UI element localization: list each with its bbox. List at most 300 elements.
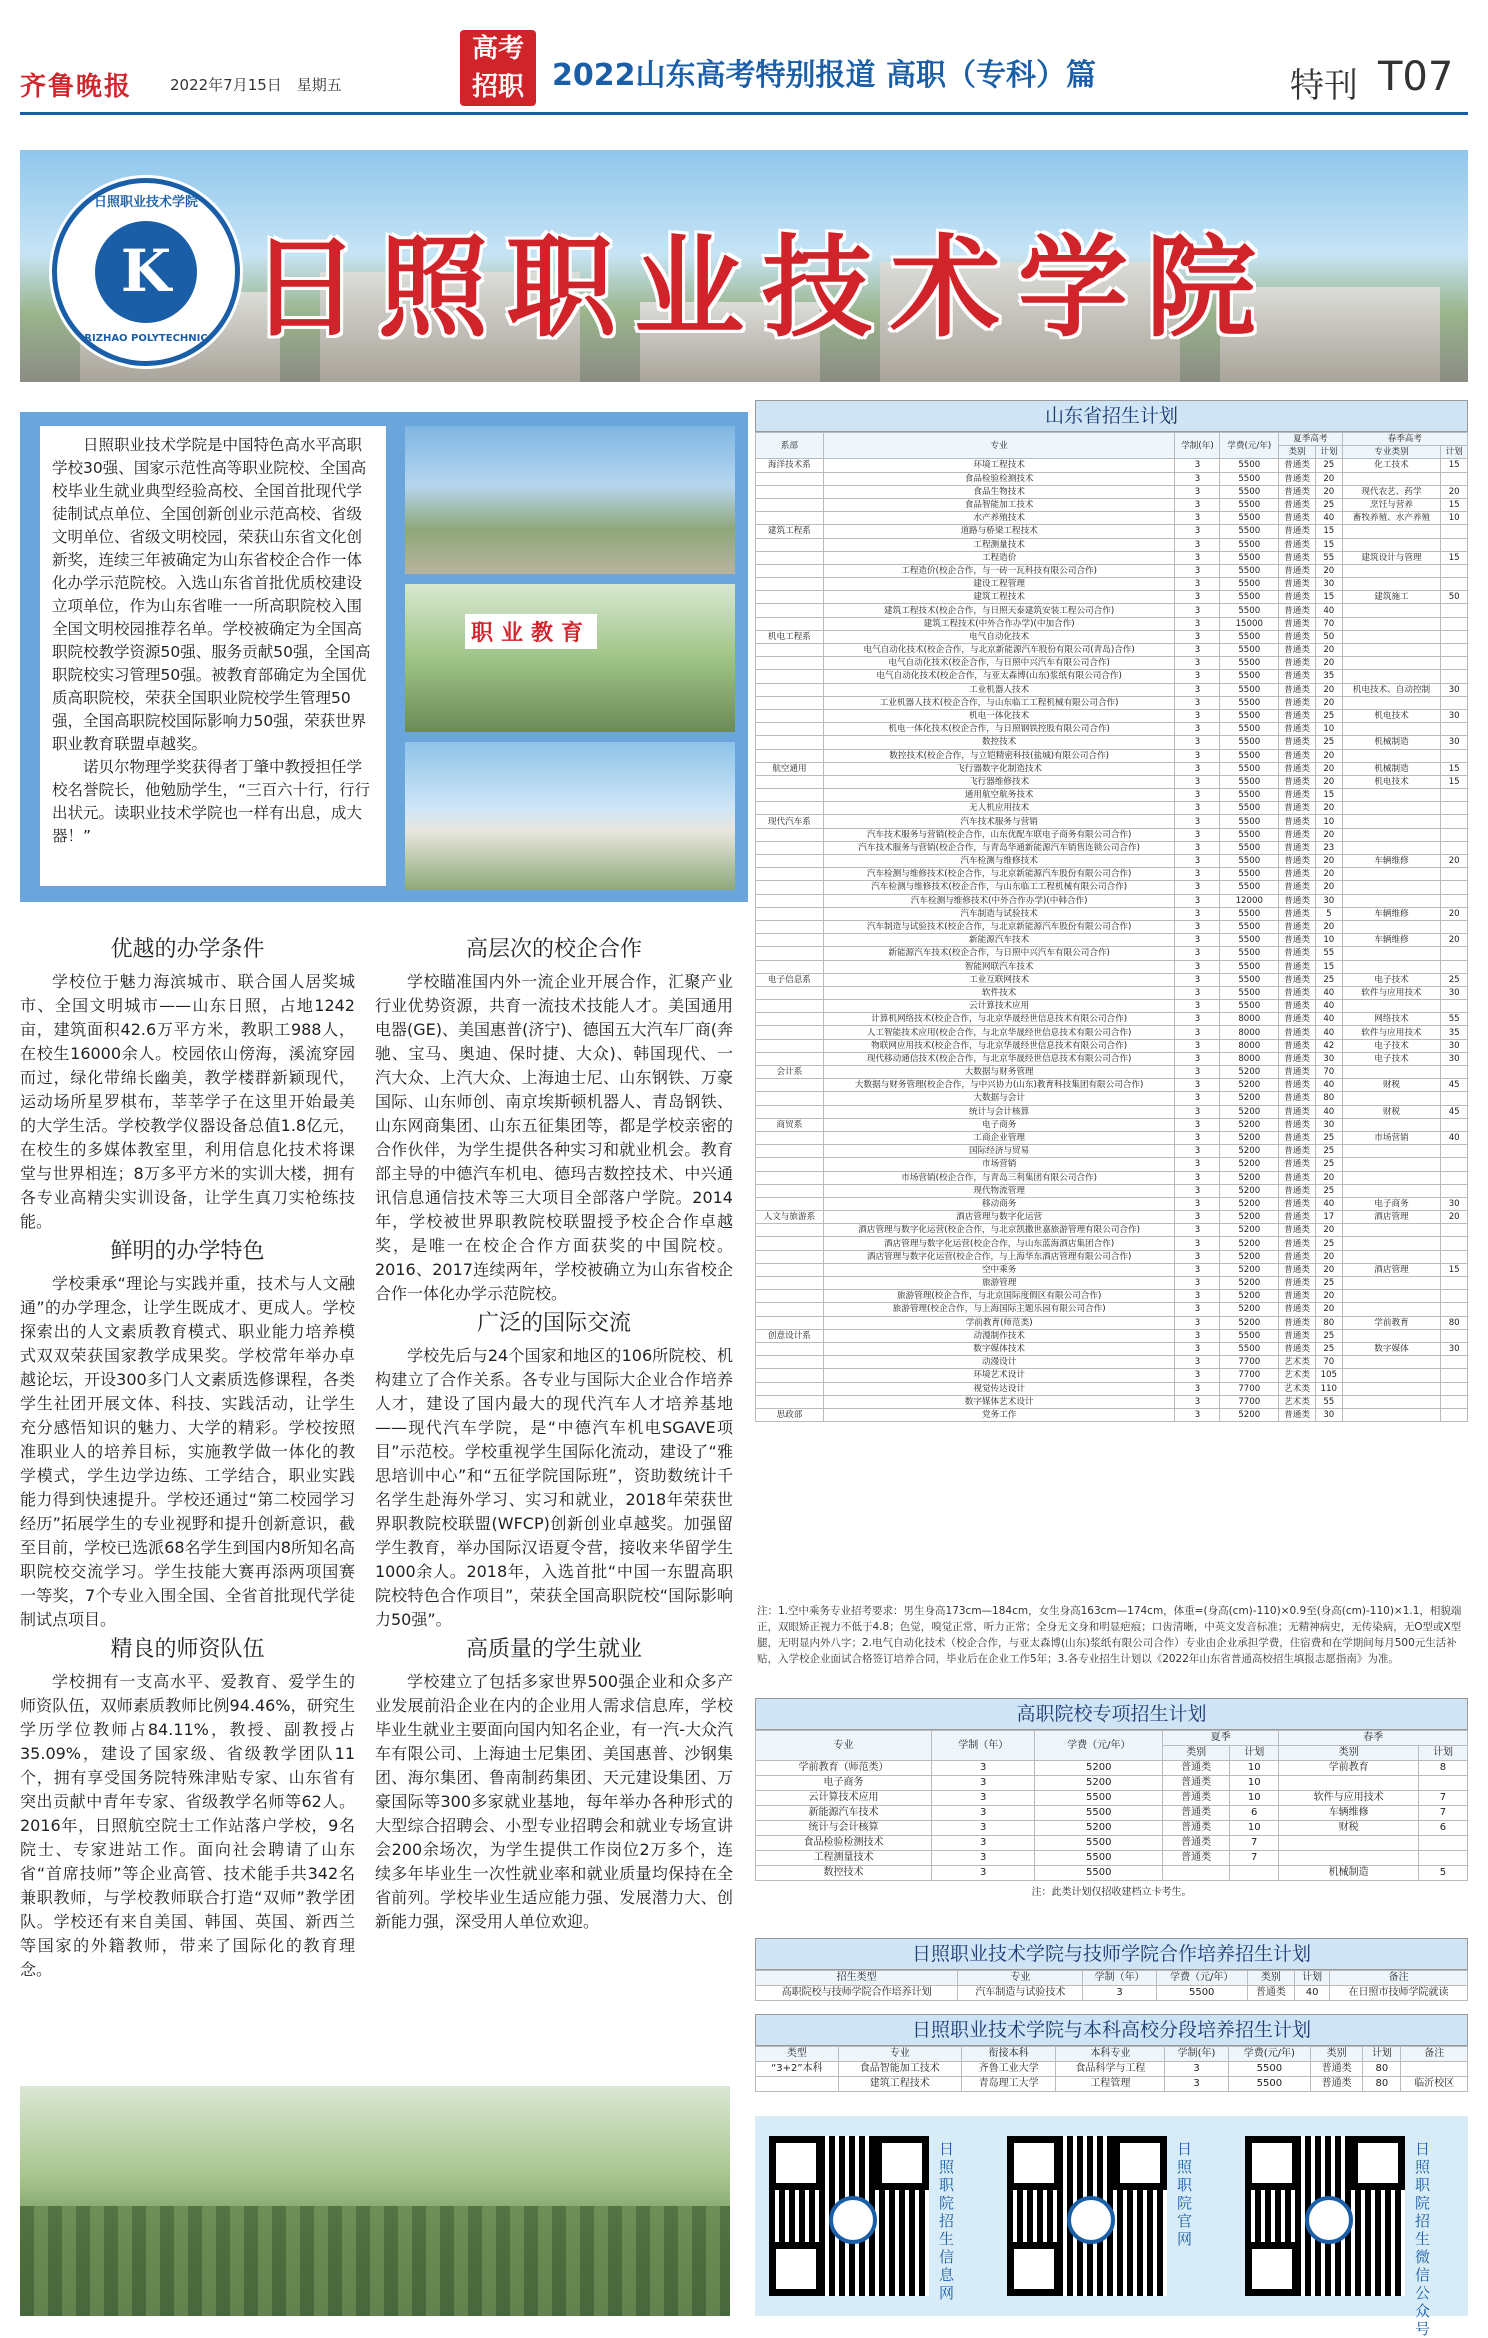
table-cell: 临沂校区 bbox=[1401, 2077, 1468, 2092]
table-cell: 建筑工程技术(中外合作办学)(中加合作) bbox=[823, 617, 1175, 630]
table-row bbox=[756, 1316, 1468, 1329]
table-cell: 30 bbox=[1441, 709, 1468, 722]
table-cell: 艺术类 bbox=[1279, 1395, 1316, 1408]
table-cell: 海洋技术系 bbox=[756, 459, 824, 472]
table-cell: 青岛理工大学 bbox=[961, 2077, 1056, 2092]
table-cell: 普通类 bbox=[1163, 1791, 1230, 1806]
plan-grid: 系部 专业 学制(年) 学费(元/年) 夏季高考 春季高考 类别 计划 专业类别 计划 海洋技术系 环境工程技术 3 5500 普通类 25 化工技术 15 食品检验检测技术 3 5500 普通类 20 食品生物技术 3 5500 普通类 20 现代农艺、药学 20 食品智能加工技术 3 5500 普通类 25 烹饪与营养 15 水产养殖技术 3 5500 普通类 40 畜牧养殖、水产养殖 10 建筑工程系 道路与桥梁工程技术 3 5500 普通类 15 工程测量技术 3 5500 普通类 15 工程造价 3 5500 普通类 55 建筑设计与管理 15 工程造价(校企合作，与一砖一瓦科技有限公司合作) 3 5500 普通类 20 建设工程管理 3 5500 普通类 30 建筑工程技术 3 5500 普通类 15 建筑施工 50 建筑工程技术(校企合作，与日照天泰建筑安装工程公司合作) 3 5500 普通类 40 建筑工程技术(中外合作办学)(中加合作) 3 15000 普通类 70 机电工程系 电气自动化技术 3 5500 普通类 50 电气自动化技术(校企合作，与北京新能源汽车股份有限公司(青岛)合作) 3 5500 普通类 20 电气自动化技术(校企合作，与日照中兴汽车有限公司合作) 3 5500 普通类 20 电气自动化技术(校企合作，与亚太森博(山东)浆纸有限公司合作) 3 5500 普通类 35 工业机器人技术 3 5500 普通类 20 机电技术、自动控制 30 工业机器人技术(校企合作，与山东临工工程机械有限公司合作) 3 5500 普通类 20 机电一体化技术 3 5500 普通类 25 机电技术 30 机电一体化技术(校企合作，与日照钢铁控股有限公司合作) 3 5500 普通类 10 数控技术 3 5500 普通类 25 机械制造 30 数控技术(校企合作，与立铠精密科技(盐城)有限公司合作) 3 5500 普通类 20 航空通用 飞行器数字化制造技术 3 5500 普通类 20 机械制造 15 飞行器维修技术 3 5500 普通类 20 机电技术 15 通用航空航务技术 3 5500 普通类 15 无人机应用技术 3 5500 普通类 20 现代汽车系 汽车技术服务与营销 3 5500 普通类 10 汽车技术服务与营销(校企合作，山东优配车联电子商务有限公司合作) 3 5500 普通类 20 汽车技术服务与营销(校企合作，与青岛华通新能源汽车销售连锁公司合作) 3 5500 普通类 23 汽车检测与维修技术 3 5500 普通类 20 车辆维修 20 汽车检测与维修技术(校企合作，与北京新能源汽车股份有限公司合作) 3 5500 普通类 20 汽车检测与维修技术(校企合作，与山东临工工程机械有限公司合作) 3 5500 普通类 20 汽车检测与维修技术(中外合作办学)(中韩合作) 3 12000 普通类 30 汽车制造与试验技术 3 5500 普通类 5 车辆维修 20 汽车制造与试验技术(校企合作，与北京新能源汽车股份有限公司合作) 3 5500 普通类 20 新能源汽车技术 3 5500 普通类 10 车辆维修 20 新能源汽车技术(校企合作，与日照中兴汽车有限公司合作) 3 5500 普通类 55 智能网联汽车技术 3 5500 普通类 15 电子信息系 工业互联网技术 3 5500 普通类 25 电子技术 25 软件技术 3 5500 普通类 40 软件与应用技术 30 云计算技术应用 3 5500 普通类 40 计算机网络技术(校企合作，与北京华晟经世信息技术有限公司合作) 3 8000 普通类 40 网络技术 55 人工智能技术应用(校企合作，与北京华晟经世信息技术有限公司合作) 3 8000 普通类 40 软件与应用技术 35 物联网应用技术(校企合作，与北京华晟经世信息技术有限公司合作) 3 8000 普通类 42 电子技术 30 现代移动通信技术(校企合作，与北京华晟经世信息技术有限公司合作) 3 8000 普通类 30 电子技术 30 会计系 大数据与财务管理 3 5200 普通类 70 大数据与财务管理(校企合作，与中兴协力(山东)教育科技集团有限公司合作) 3 5200 普通类 40 财税 45 大数据与会计 3 5200 普通类 80 统计与会计核算 3 5200 普通类 40 财税 45 商贸系 电子商务 3 5200 普通类 30 工商企业管理 3 5200 普通类 25 市场营销 40 国际经济与贸易 3 5200 普通类 25 市场营销 3 5200 普通类 25 市场营销(校企合作，与青岛三利集团有限公司合作) 3 5200 普通类 20 现代物流管理 3 5200 普通类 25 移动商务 3 5200 普通类 40 电子商务 30 人文与旅游系 酒店管理与数字化运营 3 5200 普通类 17 酒店管理 20 酒店管理与数字化运营(校企合作，与北京凯撒世嘉旅游管理有限公司合作) 3 5200 普通类 20 酒店管理与数字化运营(校企合作，与山东蓝海酒店集团合作) 3 5200 普通类 25 酒店管理与数字化运营(校企合作，与上海华东酒店管理有限公司合作) 3 5200 普通类 20 空中乘务 3 5200 普通类 20 酒店管理 15 旅游管理 3 5200 普通类 25 旅游管理(校企合作，与北京国际度假区有限公司合作) 3 5200 普通类 20 旅游管理(校企合作，与上海国际主题乐园有限公司合作) 3 5200 普通类 20 学前教育(师范类) 3 5200 普通类 80 学前教育 80 创意设计系 动漫制作技术 3 5500 普通类 25 数字媒体技术 3 5500 普通类 25 数字媒体 30 动漫设计 3 7700 艺术类 70 环境艺术设计 3 7700 艺术类 105 视觉传达设计 3 7700 艺术类 110 数字媒体艺术设计 3 7700 艺术类 55 思政部 党务工作 3 5200 普通类 30 bbox=[755, 432, 1468, 1422]
table-cell: 艺术类 bbox=[1279, 1356, 1316, 1369]
table-cell: 工业互联网技术 bbox=[823, 973, 1175, 986]
table-cell bbox=[756, 775, 824, 788]
table-row bbox=[756, 1821, 1468, 1836]
table-cell bbox=[756, 1197, 824, 1210]
table-cell: 学前教育(师范类) bbox=[823, 1316, 1175, 1329]
table-cell: 普通类 bbox=[1279, 604, 1316, 617]
table-cell: 飞行器数字化制造技术 bbox=[823, 762, 1175, 775]
table-cell: 5500 bbox=[1220, 591, 1279, 604]
table-cell: 普通类 bbox=[1279, 881, 1316, 894]
table-cell: 普通类 bbox=[1163, 1806, 1230, 1821]
table-cell: 数字媒体 bbox=[1342, 1342, 1441, 1355]
table-cell: 3 bbox=[1175, 881, 1220, 894]
table-cell: 普通类 bbox=[1163, 1821, 1230, 1836]
table-cell: 汽车检测与维修技术(中外合作办学)(中韩合作) bbox=[823, 894, 1175, 907]
table-cell: 25 bbox=[1441, 973, 1468, 986]
table-cell: 20 bbox=[1316, 802, 1343, 815]
table-cell bbox=[756, 947, 824, 960]
table-cell: 普通类 bbox=[1163, 1836, 1230, 1851]
table-cell: 电子技术 bbox=[1342, 1039, 1441, 1052]
table-row bbox=[756, 947, 1468, 960]
table-cell bbox=[1441, 960, 1468, 973]
qr-code-wechat[interactable] bbox=[1245, 2136, 1405, 2296]
special-grid: 专业 学制（年） 学费（元/年） 夏季 春季 类别 计划 类别 计划 学前教育（师范类） 3 5200 普通类 10 学前教育 8 电子商务 3 5200 普通类 10 云计算技术应用 3 5500 普通类 10 软件与应用技术 7 新能源汽车技术 3 5500 普通类 6 车辆维修 7 统计与会计核算 3 5200 普通类 10 财税 6 食品检验检测技术 3 5500 普通类 7 工程测量技术 3 5500 普通类 7 数控技术 3 5500 机械制造 5 bbox=[755, 1730, 1468, 1881]
table-cell: 5500 bbox=[1220, 459, 1279, 472]
table-cell: 5200 bbox=[1220, 1277, 1279, 1290]
table-cell bbox=[756, 736, 824, 749]
table-cell: 学费（元/年） bbox=[1156, 1971, 1247, 1986]
table-cell bbox=[1342, 828, 1441, 841]
table-cell: 40 bbox=[1316, 1000, 1343, 1013]
table-cell: 5500 bbox=[1220, 802, 1279, 815]
table-cell: 3 bbox=[1175, 762, 1220, 775]
table-cell: 20 bbox=[1316, 1171, 1343, 1184]
table-cell: 普通类 bbox=[1279, 564, 1316, 577]
table-cell: 5500 bbox=[1220, 947, 1279, 960]
table-cell: 普通类 bbox=[1163, 1776, 1230, 1791]
table-cell: 3 bbox=[1175, 1079, 1220, 1092]
table-cell: 3 bbox=[1175, 683, 1220, 696]
table-row bbox=[756, 1408, 1468, 1421]
table-cell: 5500 bbox=[1220, 683, 1279, 696]
table-cell: 普通类 bbox=[1279, 498, 1316, 511]
tech-grid bbox=[755, 1970, 1468, 2001]
table-cell: 数控技术(校企合作，与立铠精密科技(盐城)有限公司合作) bbox=[823, 749, 1175, 762]
table-cell: 学前教育（师范类） bbox=[756, 1761, 932, 1776]
table-cell bbox=[756, 907, 824, 920]
table-cell: 20 bbox=[1441, 855, 1468, 868]
table-cell bbox=[756, 1079, 824, 1092]
table-cell: 工程测量技术 bbox=[823, 538, 1175, 551]
table-cell: 25 bbox=[1316, 1184, 1343, 1197]
table-cell: 3 bbox=[1175, 459, 1220, 472]
table-cell: 3 bbox=[1083, 1986, 1156, 2001]
table-cell: 普通类 bbox=[1279, 1211, 1316, 1224]
table-cell: 5500 bbox=[1220, 538, 1279, 551]
table-cell: 40 bbox=[1316, 1079, 1343, 1092]
table-cell: 5500 bbox=[1220, 960, 1279, 973]
table-row bbox=[756, 828, 1468, 841]
table-cell bbox=[1342, 1184, 1441, 1197]
table-cell: 3 bbox=[1175, 894, 1220, 907]
table-cell bbox=[756, 749, 824, 762]
table-row bbox=[756, 973, 1468, 986]
table-cell: 电子商务 bbox=[756, 1776, 932, 1791]
table-cell: 3 bbox=[1175, 1250, 1220, 1263]
table-cell: 25 bbox=[1316, 709, 1343, 722]
table-cell: 新能源汽车技术 bbox=[756, 1806, 932, 1821]
table-cell: 5500 bbox=[1220, 709, 1279, 722]
table-row bbox=[756, 986, 1468, 999]
table-cell: 40 bbox=[1316, 1197, 1343, 1210]
table-cell bbox=[1441, 894, 1468, 907]
table-cell: 35 bbox=[1441, 1026, 1468, 1039]
shandong-plan-table bbox=[755, 400, 1468, 1422]
table-cell: 通用航空航务技术 bbox=[823, 789, 1175, 802]
table-cell bbox=[1342, 947, 1441, 960]
table-cell: 机械制造 bbox=[1279, 1866, 1419, 1881]
table-cell: 普通类 bbox=[1279, 1013, 1316, 1026]
table-cell: 30 bbox=[1316, 1118, 1343, 1131]
table-cell: 25 bbox=[1316, 736, 1343, 749]
table-cell: 汽车技术服务与营销 bbox=[823, 815, 1175, 828]
table-cell: 普通类 bbox=[1279, 1066, 1316, 1079]
table-cell: 25 bbox=[1316, 1145, 1343, 1158]
table-cell: 普通类 bbox=[1279, 1079, 1316, 1092]
table-cell: 5200 bbox=[1220, 1145, 1279, 1158]
table-cell: 20 bbox=[1316, 1224, 1343, 1237]
table-cell bbox=[1441, 815, 1468, 828]
table-row bbox=[756, 551, 1468, 564]
table-cell: 5200 bbox=[1220, 1250, 1279, 1263]
table-cell: 备注 bbox=[1401, 2047, 1468, 2062]
table-cell bbox=[1418, 1851, 1467, 1866]
table-cell: 3 bbox=[1175, 644, 1220, 657]
table-cell: 3 bbox=[1175, 1092, 1220, 1105]
table-cell: 畜牧养殖、水产养殖 bbox=[1342, 512, 1441, 525]
table-cell: 电子商务 bbox=[1342, 1197, 1441, 1210]
table-cell: 15 bbox=[1441, 498, 1468, 511]
table-cell: 普通类 bbox=[1279, 841, 1316, 854]
table-cell: 15 bbox=[1316, 789, 1343, 802]
table-row bbox=[756, 1118, 1468, 1131]
table-cell: 5500 bbox=[1220, 973, 1279, 986]
table-cell: 汽车制造与试验技术 bbox=[958, 1986, 1083, 2001]
table-row bbox=[756, 749, 1468, 762]
table-row bbox=[756, 762, 1468, 775]
table-cell: 15 bbox=[1441, 459, 1468, 472]
table-cell bbox=[1342, 538, 1441, 551]
table-cell: 15 bbox=[1441, 551, 1468, 564]
table-cell: 15 bbox=[1441, 1263, 1468, 1276]
table-cell bbox=[1401, 2062, 1468, 2077]
table-cell: 机电技术 bbox=[1342, 709, 1441, 722]
table-cell: 财税 bbox=[1342, 1079, 1441, 1092]
table-cell bbox=[756, 855, 824, 868]
table-cell: 5500 bbox=[1220, 762, 1279, 775]
table-cell: 国际经济与贸易 bbox=[823, 1145, 1175, 1158]
table-cell: 机电技术 bbox=[1342, 775, 1441, 788]
table-cell: 5 bbox=[1316, 907, 1343, 920]
table-cell: 5500 bbox=[1220, 815, 1279, 828]
issue-date: 2022年7月15日 星期五 bbox=[170, 76, 342, 94]
table-cell: 20 bbox=[1316, 749, 1343, 762]
table-cell: 建筑工程系 bbox=[756, 525, 824, 538]
table-cell bbox=[756, 1395, 824, 1408]
table-cell: 3 bbox=[1175, 1369, 1220, 1382]
table-cell: 10 bbox=[1316, 815, 1343, 828]
table-cell: 普通类 bbox=[1279, 1039, 1316, 1052]
table-cell: 20 bbox=[1316, 485, 1343, 498]
table-cell: 软件与应用技术 bbox=[1279, 1791, 1419, 1806]
table-cell: 5500 bbox=[1220, 1000, 1279, 1013]
table-cell: 市场营销(校企合作，与青岛三利集团有限公司合作) bbox=[823, 1171, 1175, 1184]
table-cell: 商贸系 bbox=[756, 1118, 824, 1131]
table-row bbox=[756, 789, 1468, 802]
table-row bbox=[756, 512, 1468, 525]
table-cell: 15 bbox=[1316, 960, 1343, 973]
table-cell: 普通类 bbox=[1279, 1329, 1316, 1342]
table-cell: 55 bbox=[1316, 947, 1343, 960]
table-cell: 环境工程技术 bbox=[823, 459, 1175, 472]
table-cell: 5200 bbox=[1220, 1092, 1279, 1105]
table-cell: 建筑工程技术 bbox=[838, 2077, 961, 2092]
table-cell: 110 bbox=[1316, 1382, 1343, 1395]
table-cell: 类别 bbox=[1311, 2047, 1363, 2062]
table-cell: 8000 bbox=[1220, 1013, 1279, 1026]
table-cell bbox=[1342, 815, 1441, 828]
table-cell: 5500 bbox=[1035, 1836, 1163, 1851]
table-cell: 3 bbox=[1175, 723, 1220, 736]
table-cell: 5200 bbox=[1035, 1761, 1163, 1776]
table-cell: 3 bbox=[1175, 1026, 1220, 1039]
table-cell: 5200 bbox=[1035, 1776, 1163, 1791]
table-cell: 计算机网络技术(校企合作，与北京华晟经世信息技术有限公司合作) bbox=[823, 1013, 1175, 1026]
table-cell: 10 bbox=[1230, 1761, 1279, 1776]
table-cell: 3 bbox=[1175, 907, 1220, 920]
table-cell bbox=[756, 1303, 824, 1316]
special-note: 注：此类计划仅招收建档立卡考生。 bbox=[1031, 1887, 1192, 1898]
table-cell bbox=[1441, 868, 1468, 881]
table-cell: 7700 bbox=[1220, 1395, 1279, 1408]
table-cell: 3 bbox=[1175, 472, 1220, 485]
table-cell: 35 bbox=[1316, 670, 1343, 683]
table-cell bbox=[756, 841, 824, 854]
qr-code-panel bbox=[755, 2116, 1468, 2338]
table-cell bbox=[756, 657, 824, 670]
table-cell: 45 bbox=[1441, 1105, 1468, 1118]
qr-code-official-site[interactable] bbox=[1007, 2136, 1167, 2296]
table-cell: 30 bbox=[1441, 1197, 1468, 1210]
table-row bbox=[756, 1184, 1468, 1197]
table-cell: 3 bbox=[1175, 1013, 1220, 1026]
table-cell bbox=[756, 986, 824, 999]
table-cell: 数字媒体技术 bbox=[823, 1342, 1175, 1355]
table-cell: 大数据与会计 bbox=[823, 1092, 1175, 1105]
table-cell: 105 bbox=[1316, 1369, 1343, 1382]
table-cell bbox=[756, 960, 824, 973]
table-cell bbox=[1441, 578, 1468, 591]
table-cell bbox=[1279, 1851, 1419, 1866]
table-cell: 20 bbox=[1316, 1250, 1343, 1263]
table-cell: 10 bbox=[1230, 1791, 1279, 1806]
table-cell bbox=[756, 1382, 824, 1395]
table-cell: 3 bbox=[1175, 591, 1220, 604]
table-row bbox=[756, 1776, 1468, 1791]
table-cell: 3 bbox=[1175, 1039, 1220, 1052]
table-cell bbox=[1441, 1356, 1468, 1369]
table-cell bbox=[756, 696, 824, 709]
table-cell: 25 bbox=[1316, 1342, 1343, 1355]
table-cell bbox=[1342, 1000, 1441, 1013]
table-cell: 电子信息系 bbox=[756, 973, 824, 986]
table-cell bbox=[756, 723, 824, 736]
table-cell: 30 bbox=[1441, 683, 1468, 696]
table-cell: 普通类 bbox=[1279, 709, 1316, 722]
table-cell: 20 bbox=[1316, 762, 1343, 775]
table-cell: 普通类 bbox=[1279, 920, 1316, 933]
table-cell: 5500 bbox=[1220, 472, 1279, 485]
table-cell bbox=[756, 1052, 824, 1065]
table-cell: 建筑设计与管理 bbox=[1342, 551, 1441, 564]
table-cell: 3 bbox=[1175, 947, 1220, 960]
table-cell bbox=[756, 472, 824, 485]
table-cell bbox=[1342, 789, 1441, 802]
table-cell: 70 bbox=[1316, 1066, 1343, 1079]
table-cell bbox=[756, 1105, 824, 1118]
table-cell: 3 bbox=[1175, 498, 1220, 511]
table-cell bbox=[1441, 881, 1468, 894]
table-cell: 普通类 bbox=[1279, 960, 1316, 973]
table-cell: 15 bbox=[1316, 538, 1343, 551]
table-cell: 8000 bbox=[1220, 1026, 1279, 1039]
table-cell: 40 bbox=[1295, 1986, 1330, 2001]
table-row bbox=[756, 868, 1468, 881]
table-cell bbox=[756, 709, 824, 722]
table-cell bbox=[1163, 1866, 1230, 1881]
table-cell bbox=[756, 2077, 839, 2092]
table-cell: 普通类 bbox=[1279, 815, 1316, 828]
page-title: 2022山东高考特别报道 高职（专科）篇 bbox=[552, 58, 1096, 93]
table-cell: 10 bbox=[1316, 934, 1343, 947]
table-cell bbox=[756, 894, 824, 907]
table-cell: 现代物流管理 bbox=[823, 1184, 1175, 1197]
table-cell: 5500 bbox=[1228, 2062, 1310, 2077]
table-cell: 普通类 bbox=[1279, 973, 1316, 986]
table-cell: 5200 bbox=[1220, 1197, 1279, 1210]
table-cell bbox=[1441, 564, 1468, 577]
table-cell: 5500 bbox=[1035, 1851, 1163, 1866]
table-cell: 普通类 bbox=[1279, 934, 1316, 947]
table-cell: 软件与应用技术 bbox=[1342, 1026, 1441, 1039]
table-cell: 3 bbox=[1175, 1342, 1220, 1355]
table-row bbox=[756, 775, 1468, 788]
page-number: T07 bbox=[1378, 54, 1454, 100]
table-row bbox=[756, 1329, 1468, 1342]
table-row bbox=[756, 1052, 1468, 1065]
table-cell bbox=[756, 1290, 824, 1303]
table-row bbox=[756, 498, 1468, 511]
table-cell: 5200 bbox=[1220, 1316, 1279, 1329]
table-cell: 普通类 bbox=[1279, 894, 1316, 907]
newspaper-brand: 齐鲁晚报 bbox=[20, 72, 133, 102]
table-cell: 酒店管理 bbox=[1342, 1211, 1441, 1224]
table-row bbox=[756, 736, 1468, 749]
table-cell: 30 bbox=[1441, 1052, 1468, 1065]
table-cell: 统计与会计核算 bbox=[756, 1821, 932, 1836]
table-cell: 电子技术 bbox=[1342, 973, 1441, 986]
table-cell: 普通类 bbox=[1279, 1171, 1316, 1184]
table-cell bbox=[1441, 920, 1468, 933]
table-cell bbox=[1441, 1369, 1468, 1382]
table-cell bbox=[756, 1237, 824, 1250]
table-cell: 3 bbox=[1175, 1224, 1220, 1237]
table-cell: 5500 bbox=[1220, 986, 1279, 999]
table-cell: 5200 bbox=[1220, 1408, 1279, 1421]
table-cell: 3 bbox=[932, 1791, 1035, 1806]
table-row bbox=[756, 1382, 1468, 1395]
table-cell: 普通类 bbox=[1279, 472, 1316, 485]
table-cell: 3 bbox=[1175, 802, 1220, 815]
table-cell: 5200 bbox=[1220, 1158, 1279, 1171]
table-cell bbox=[1342, 657, 1441, 670]
table-cell: 计划 bbox=[1295, 1971, 1330, 1986]
school-name-title: 日照职业技术学院 bbox=[250, 223, 1274, 352]
table-cell bbox=[756, 644, 824, 657]
table-cell: 专业 bbox=[958, 1971, 1083, 1986]
table-cell: 汽车检测与维修技术(校企合作，与北京新能源汽车股份有限公司合作) bbox=[823, 868, 1175, 881]
table-cell bbox=[1441, 723, 1468, 736]
table-cell: 普通类 bbox=[1279, 485, 1316, 498]
table-cell bbox=[1342, 1250, 1441, 1263]
table-cell bbox=[1441, 525, 1468, 538]
table-cell: 普通类 bbox=[1163, 1851, 1230, 1866]
table-cell: 电子技术 bbox=[1342, 1052, 1441, 1065]
table-cell: 招生类型 bbox=[756, 1971, 958, 1986]
table-cell: 移动商务 bbox=[823, 1197, 1175, 1210]
table-cell: 学费(元/年) bbox=[1228, 2047, 1310, 2062]
table-cell bbox=[1441, 1382, 1468, 1395]
table-cell: 普通类 bbox=[1279, 986, 1316, 999]
table-cell bbox=[1441, 670, 1468, 683]
table-cell: 烹饪与营养 bbox=[1342, 498, 1441, 511]
table-cell: 40 bbox=[1316, 604, 1343, 617]
table-cell bbox=[756, 1026, 824, 1039]
table-row bbox=[756, 564, 1468, 577]
table-row bbox=[756, 881, 1468, 894]
table-cell: 3 bbox=[1175, 973, 1220, 986]
table-cell: 普通类 bbox=[1279, 512, 1316, 525]
table-cell: 3 bbox=[932, 1836, 1035, 1851]
table-row bbox=[756, 1986, 1468, 2001]
table-cell: 汽车技术服务与营销(校企合作，山东优配车联电子商务有限公司合作) bbox=[823, 828, 1175, 841]
table-cell: 普通类 bbox=[1279, 657, 1316, 670]
table-cell: 普通类 bbox=[1279, 459, 1316, 472]
table-row bbox=[756, 1066, 1468, 1079]
table-cell: 5500 bbox=[1220, 841, 1279, 854]
table-cell: 学前教育 bbox=[1342, 1316, 1441, 1329]
table-cell: 3 bbox=[1175, 525, 1220, 538]
table-cell: 5200 bbox=[1220, 1303, 1279, 1316]
table-cell bbox=[756, 1342, 824, 1355]
table-cell: 30 bbox=[1316, 1052, 1343, 1065]
qr-code-admission-site[interactable] bbox=[769, 2136, 929, 2296]
table-cell: 7700 bbox=[1220, 1356, 1279, 1369]
qr-label: 日照职院招生微信公众号 bbox=[1415, 2140, 1431, 2338]
table-cell: 3 bbox=[1175, 551, 1220, 564]
table-cell: 数控技术 bbox=[756, 1866, 932, 1881]
table-cell: 20 bbox=[1316, 564, 1343, 577]
table-cell bbox=[756, 1000, 824, 1013]
table-cell: 10 bbox=[1230, 1821, 1279, 1836]
table-cell bbox=[1342, 1224, 1441, 1237]
table-cell bbox=[1441, 1171, 1468, 1184]
table-cell bbox=[756, 617, 824, 630]
table-cell: 30 bbox=[1441, 1342, 1468, 1355]
campus-photo-2 bbox=[405, 742, 735, 890]
table-cell: 10 bbox=[1230, 1776, 1279, 1791]
table-cell bbox=[1342, 1382, 1441, 1395]
table-cell bbox=[1441, 1145, 1468, 1158]
